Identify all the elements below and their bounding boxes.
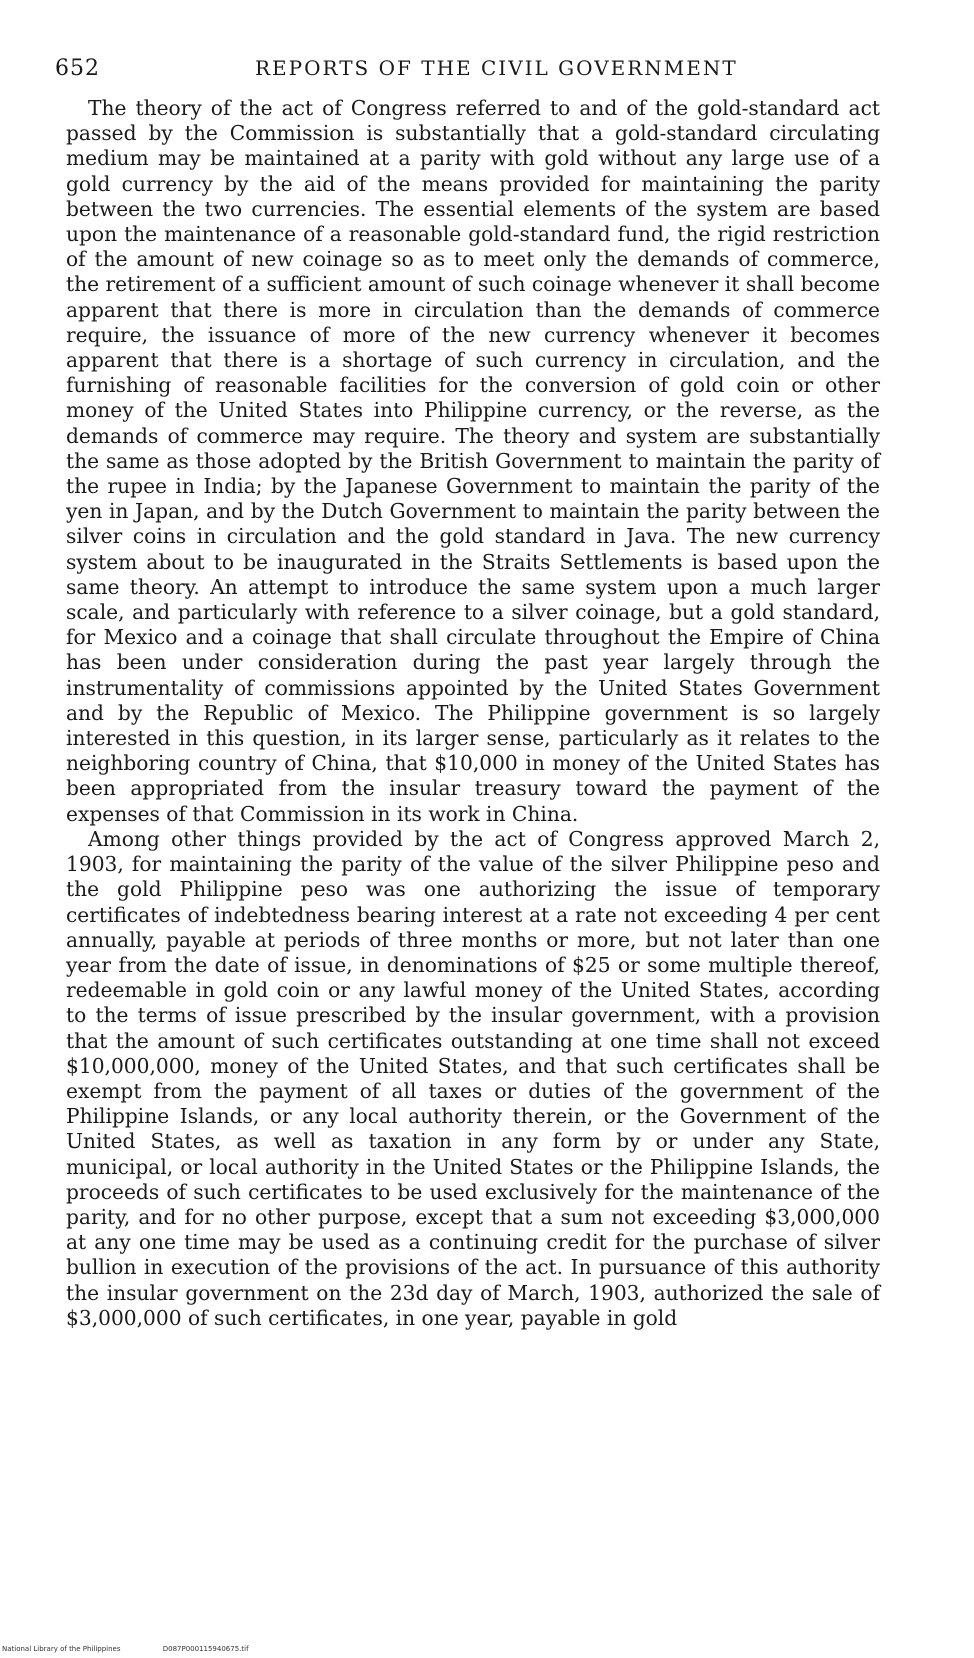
paragraph-certificates-of-indebtedness: Among other things provided by the act of Congress approved March 2, 1903, for maintaining the parity of the value of the silver Philippine peso and the gold Philippine peso was one authorizing the issue of temporary certificates of indebtedness bearing interest at a rate not exceeding 4 per cent annually, payable at periods of three months or more, but not later than one year from the date of issue, in denominations of $25 or some multiple thereof, redeemable in gold coin or any lawful money of the United States, according to the terms of issue prescribed by the insular government, with a provision that the amount of such certificates outstanding at one time shall not exceed $10,000,000, money of the United States, and that such certificates shall be exempt from the payment of all taxes or duties of the government of the Philippine Islands, or any local authority therein, or the Government of the United States, as well as taxation in any form by or under any State, municipal, or local authority in the United States or the Philippine Islands, the proceeds of such certificates to be used exclusively for the maintenance of the parity, and for no other purpose, except that a sum not exceeding $3,000,000 at any one time may be used as a continuing credit for the purchase of silver bullion in execution of the provisions of the act. In pursuance of this authority the insular government on the 23d day of March, 1903, authorized the sale of $3,000,000 of such certificates, in one year, payable in gold <box>66 826 880 1330</box>
body-text <box>66 96 880 1331</box>
running-head-title: REPORTS OF THE CIVIL GOVERNMENT <box>255 56 738 80</box>
page-number: 652 <box>55 56 100 81</box>
footer-source: National Library of the Philippines <box>2 1645 121 1653</box>
running-head <box>55 56 915 90</box>
scan-footer <box>2 1645 289 1653</box>
footer-file: D087P000115940675.tif <box>162 1645 249 1653</box>
paragraph-gold-standard-theory: The theory of the act of Congress referred to and of the gold-standard act passed by the Commission is substantially that a gold-standard circulating medium may be maintained at a parity with gold without any large use of a gold currency by the aid of the means provided for maintaining the parity between the two currencies. The essential elements of the system are based upon the maintenance of a reasonable gold-standard fund, the rigid restriction of the amount of new coinage so as to meet only the demands of commerce, the retirement of a sufficient amount of such coinage whenever it shall become apparent that there is more in circulation than the demands of commerce require, the issuance of more of the new currency whenever it becomes apparent that there is a shortage of such currency in circulation, and the furnishing of reasonable facilities for the conversion of gold coin or other money of the United States into Philippine currency, or the reverse, as the demands of commerce may require. The theory and system are substantially the same as those adopted by the British Government to maintain the parity of the rupee in India; by the Japanese Government to maintain the parity of the yen in Japan, and by the Dutch Government to maintain the parity between the silver coins in circulation and the gold standard in Java. The new currency system about to be inaugurated in the Straits Settlements is based upon the same theory. An attempt to introduce the same system upon a much larger scale, and particularly with reference to a silver coinage, but a gold standard, for Mexico and a coinage that shall circulate throughout the Empire of China has been under consideration during the past year largely through the instrumentality of commissions appointed by the United States Government and by the Republic of Mexico. The Philippine government is so largely interested in this question, in its larger sense, particularly as it relates to the neighboring country of China, that $10,000 in money of the United States has been appropriated from the insular treasury toward the payment of the expenses of that Commission in its work in China. <box>66 96 880 826</box>
